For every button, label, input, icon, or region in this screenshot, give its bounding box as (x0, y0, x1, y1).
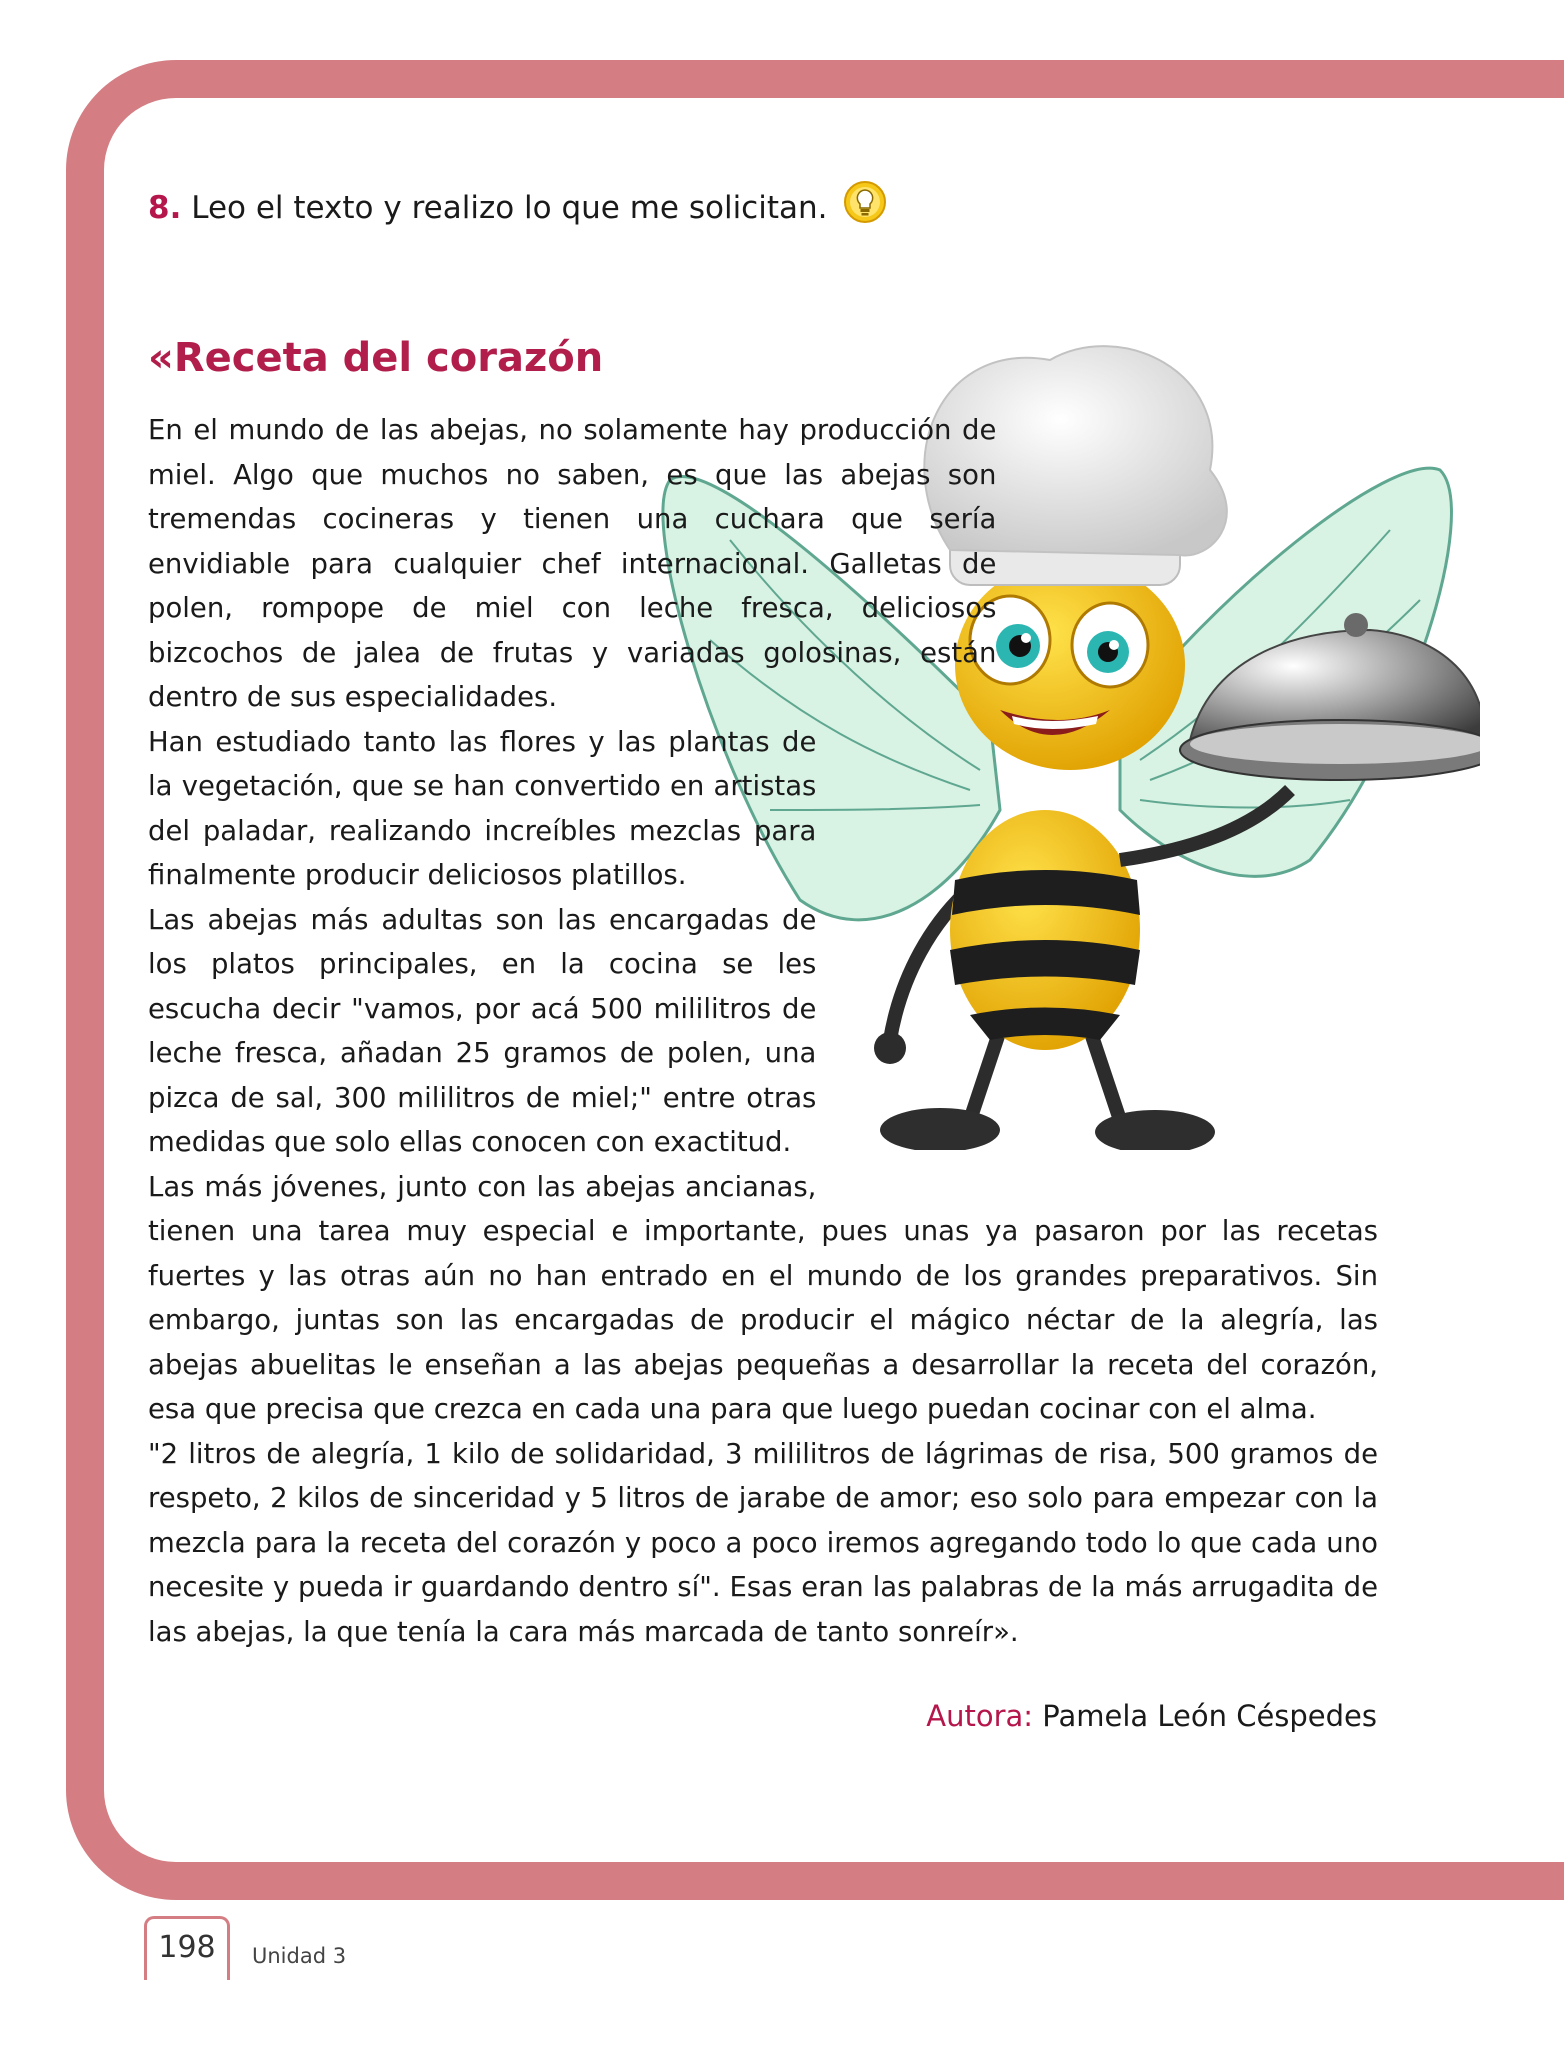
story-body (148, 408, 1378, 1654)
story-paragraph: En el mundo de las abejas, no solamente hay producción de miel. Algo que muchos no saben, es que las abejas son tremendas cocineras y tienen una cuchara que sería envidiable para cualquier chef internacional. Galletas de polen, rompope de miel con leche fresca, deliciosos bizcochos de jalea de frutas y variadas golosinas, están dentro de sus especialidades. (148, 414, 997, 713)
activity-instruction (148, 180, 887, 228)
story-title: «Receta del corazón (148, 335, 604, 381)
author-label: Autora: (926, 1699, 1034, 1733)
story-paragraph: "2 litros de alegría, 1 kilo de solidaridad, 3 mililitros de lágrimas de risa, 500 gramos de respeto, 2 kilos de sinceridad y 5 litros de jarabe de amor; eso solo para empezar con la mezcla para la receta del corazón y poco a poco iremos agregando todo lo que cada uno necesite y pueda ir guardando dentro sí". Esas eran las palabras de la más arrugadita de las abejas, la que tenía la cara más marcada de tanto sonreír». (148, 1437, 1378, 1648)
unit-label: Unidad 3 (252, 1944, 347, 1968)
author-name: Pamela León Céspedes (1042, 1699, 1377, 1733)
story-paragraph: Las más jóvenes, junto con las abejas ancianas, tienen una tarea muy especial e importante, pues unas ya pasaron por las recetas fuertes y las otras aún no han entrado en el mundo de los grandes preparativos. Sin embargo, juntas son las encargadas de producir el mágico néctar de la alegría, las abejas abuelitas le enseñan a las abejas pequeñas a desarrollar la receta del corazón, esa que precisa que crezca en cada una para que luego puedan cocinar con el alma. (148, 1170, 1378, 1425)
page-number: 198 (144, 1916, 230, 1980)
lightbulb-icon (843, 180, 887, 224)
story-paragraph: Han estudiado tanto las flores y las plantas de la vegetación, que se han convertido en artistas del paladar, realizando increíbles mezclas para finalmente producir deliciosos platillos. (148, 725, 817, 891)
activity-number: 8. (148, 190, 182, 226)
story-author (926, 1696, 1377, 1736)
story-paragraph: Las abejas más adultas son las encargadas de los platos principales, en la cocina se les escucha decir "vamos, por acá 500 mililitros de leche fresca, añadan 25 gramos de polen, una pizca de sal, 300 mililitros de miel;" entre otras medidas que solo ellas conocen con exactitud. (148, 903, 817, 1158)
activity-instruction-text: Leo el texto y realizo lo que me solicitan. (191, 190, 828, 226)
